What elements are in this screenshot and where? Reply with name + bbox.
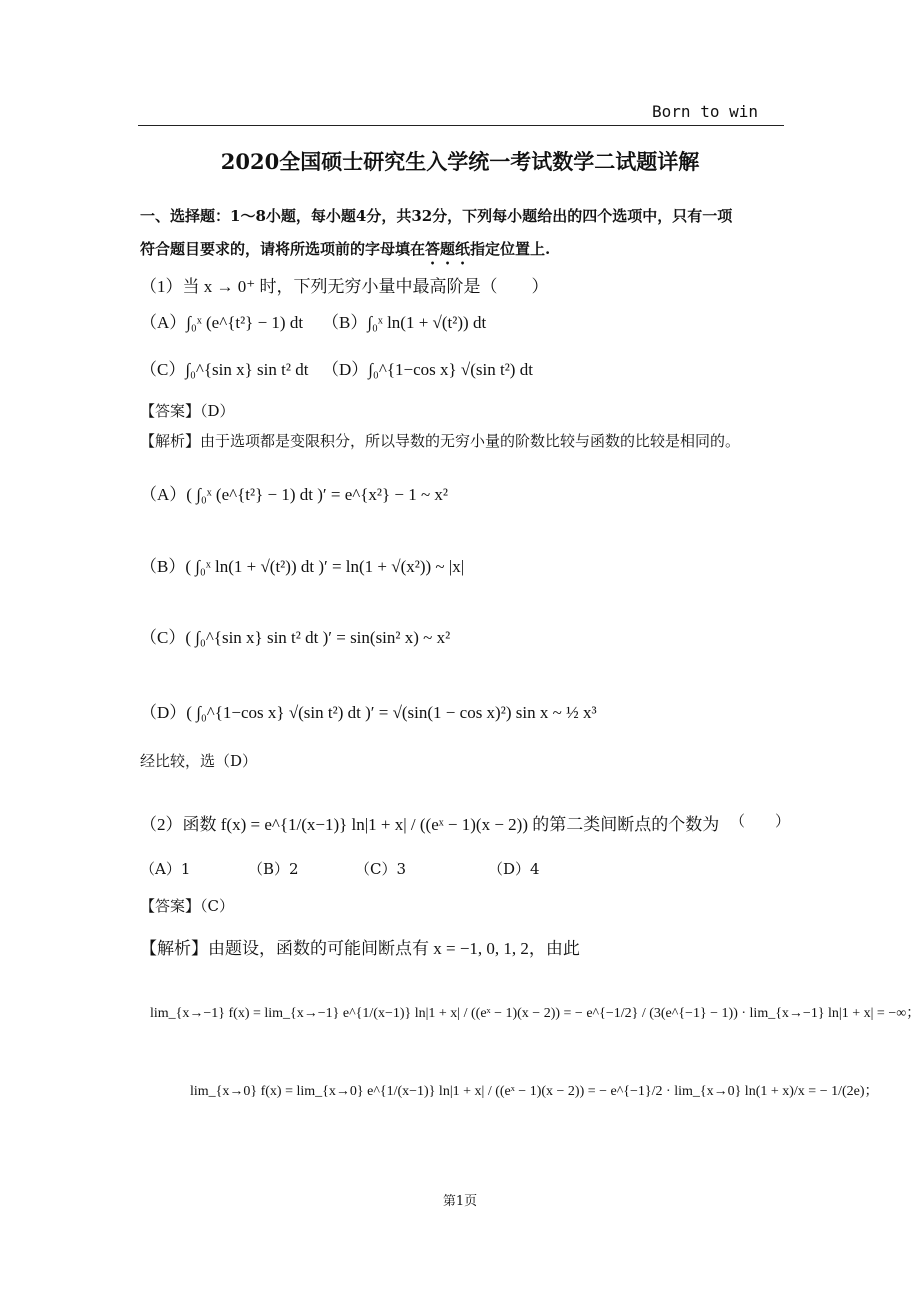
- q1-solution-d: （D）( ∫₀^{1−cos x} √(sin t²) dt )′ = √(sin(1 − cos x)²) sin x ~ ½ x³: [140, 703, 597, 722]
- q1-analysis: 【解析】由于选项都是变限积分，所以导数的无穷小量的阶数比较与函数的比较是相同的。: [140, 432, 741, 450]
- q1-solution-a: （A）( ∫₀ˣ (e^{t²} − 1) dt )′ = e^{x²} − 1 ~ x²: [140, 485, 449, 504]
- intro-text-dotted: 答题纸: [425, 240, 471, 258]
- q1-solution-b: （B）( ∫₀ˣ ln(1 + √(t²)) dt )′ = ln(1 + √(x²)) ~ |x|: [140, 557, 465, 576]
- q1-option-d: （D）∫₀^{1−cos x} √(sin t²) dt: [322, 360, 533, 379]
- q2-stem: （2）函数 f(x) = e^{1/(x−1)} ln|1 + x| / ((eˣ − 1)(x − 2)) 的第二类间断点的个数为: [140, 815, 720, 834]
- q1-stem: （1）当 x → 0⁺ 时，下列无穷小量中最高阶是（ ）: [140, 277, 549, 296]
- q2-limit-x-0: lim_{x→0} f(x) = lim_{x→0} e^{1/(x−1)} ln|1 + x| / ((eˣ − 1)(x − 2)) = − e^{−1}/2 · lim_{x→0} ln(1 + x)/x = − 1/(2e)；: [190, 1084, 879, 1099]
- page-title: 2020全国硕士研究生入学统一考试数学二试题详解: [220, 149, 700, 174]
- q2-answer-paren: （ ）: [730, 812, 791, 830]
- section-intro-line1: 一、选择题：1～8小题，每小题4分，共32分，下列每小题给出的四个选项中，只有一项: [140, 207, 733, 225]
- q2-option-a: （A）1: [140, 860, 191, 878]
- q1-conclusion: 经比较，选（D）: [140, 752, 258, 770]
- q1-answer: 【答案】（D）: [140, 402, 235, 420]
- q1-option-b: （B）∫₀ˣ ln(1 + √(t²)) dt: [322, 313, 487, 332]
- q2-option-c: （C）3: [355, 860, 407, 878]
- intro-text-pre: 符合题目要求的，请将所选项前的字母填在: [140, 240, 426, 258]
- page-number: 第1页: [442, 1194, 478, 1209]
- q1-solution-c: （C）( ∫₀^{sin x} sin t² dt )′ = sin(sin² x) ~ x²: [140, 628, 451, 647]
- header-brand: Born to win: [652, 102, 758, 121]
- q2-limit-x-minus1: lim_{x→−1} f(x) = lim_{x→−1} e^{1/(x−1)} ln|1 + x| / ((eˣ − 1)(x − 2)) = − e^{−1/2} / (3(e^{−1} − 1)) · lim_{x→−1} ln|1 + x| = −∞；: [150, 1006, 920, 1021]
- q1-option-a: （A）∫₀ˣ (e^{t²} − 1) dt: [140, 313, 304, 332]
- header-rule: [138, 125, 784, 126]
- q2-option-d: （D）4: [488, 860, 540, 878]
- q2-option-b: （B）2: [248, 860, 299, 878]
- intro-text-post: 指定位置上.: [470, 240, 551, 258]
- q2-answer: 【答案】（C）: [140, 897, 234, 915]
- section-intro-line2: [140, 238, 550, 268]
- q2-analysis: 【解析】由题设，函数的可能间断点有 x = −1, 0, 1, 2，由此: [140, 939, 580, 958]
- q1-option-c: （C）∫₀^{sin x} sin t² dt: [140, 360, 309, 379]
